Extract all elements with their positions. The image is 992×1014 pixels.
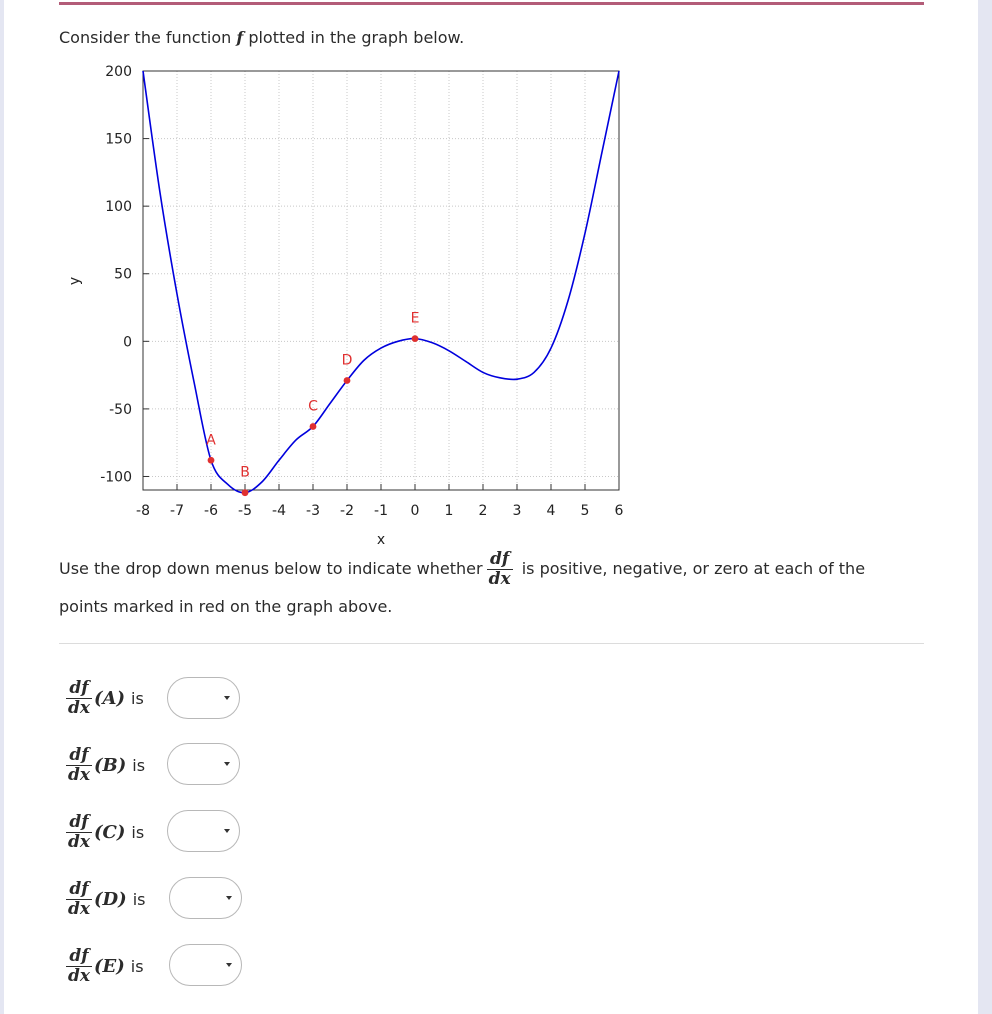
intro-after: plotted in the graph below. <box>243 28 465 47</box>
question-row-c <box>66 807 144 857</box>
dropdown-a[interactable] <box>167 677 240 719</box>
point-arg: (B) <box>94 754 127 776</box>
derivative-fraction: $\frac{df}{dx}$ <box>68 878 91 919</box>
point-arg: (D) <box>94 888 127 910</box>
grid-layer <box>143 71 619 490</box>
frac-numerator: df <box>487 550 513 570</box>
derivative-fraction: $\frac{df}{dx}$ <box>68 744 91 785</box>
is-label: is <box>132 889 146 909</box>
plot-frame <box>143 71 619 490</box>
y-tick-label: 0 <box>123 334 132 351</box>
function-graph <box>55 60 645 550</box>
tick-layer <box>100 64 623 519</box>
x-tick-label: 3 <box>512 503 522 519</box>
point-arg: (A) <box>94 687 126 709</box>
point-label-a: A <box>206 432 216 449</box>
point-arg: (C) <box>94 821 126 843</box>
x-tick-label: -5 <box>238 503 252 519</box>
point-label-d: D <box>341 352 353 369</box>
x-tick-label: -8 <box>136 503 150 519</box>
point-label-b: B <box>240 464 250 481</box>
point-marker-a <box>208 457 215 464</box>
x-tick-label: 6 <box>614 503 624 519</box>
caret-down-icon <box>226 963 232 967</box>
x-tick-label: 1 <box>444 503 454 519</box>
caret-down-icon <box>224 696 230 700</box>
caret-down-icon <box>226 896 232 900</box>
derivative-fraction: $\frac{df}{dx}$ <box>68 945 91 986</box>
instructions-after: is positive, negative, or zero at each of the points marked in red on the graph above. <box>59 559 866 616</box>
y-axis-label: y <box>67 276 83 286</box>
caret-down-icon <box>224 762 230 766</box>
x-tick-label: -3 <box>306 503 320 519</box>
x-tick-label: 5 <box>580 503 590 519</box>
top-accent-bar <box>59 2 924 5</box>
derivative-fraction <box>487 550 513 589</box>
y-tick-label: -50 <box>109 401 132 418</box>
x-tick-label: -2 <box>340 503 354 519</box>
y-tick-label: 50 <box>114 266 132 283</box>
dropdown-d[interactable] <box>169 877 242 919</box>
derivative-fraction: $\frac{df}{dx}$ <box>68 677 91 718</box>
point-label-c: C <box>308 398 318 415</box>
is-label: is <box>131 822 145 842</box>
point-label-e: E <box>410 310 420 327</box>
x-tick-label: -6 <box>204 503 218 519</box>
point-marker-d <box>344 377 351 384</box>
point-marker-e <box>412 335 419 342</box>
dropdown-b[interactable] <box>167 743 240 785</box>
divider <box>59 643 924 644</box>
point-marker-b <box>242 489 249 496</box>
question-row-e <box>66 941 144 991</box>
is-label: is <box>130 956 144 976</box>
x-tick-label: 4 <box>546 503 556 519</box>
x-tick-label: -1 <box>374 503 388 519</box>
x-tick-label: 0 <box>410 503 420 519</box>
x-tick-label: 2 <box>478 503 488 519</box>
y-tick-label: 150 <box>105 131 132 148</box>
frac-denominator: dx <box>488 569 511 589</box>
x-tick-label: -7 <box>170 503 184 519</box>
intro-text <box>59 28 464 47</box>
dropdown-c[interactable] <box>167 810 240 852</box>
x-tick-label: -4 <box>272 503 286 519</box>
question-row-a <box>66 673 144 723</box>
instructions-before: Use the drop down menus below to indicate whether <box>59 559 483 578</box>
y-tick-label: 200 <box>105 64 132 80</box>
y-tick-label: -100 <box>100 469 132 486</box>
question-row-d <box>66 874 145 924</box>
intro-before: Consider the function <box>59 28 237 47</box>
derivative-fraction: $\frac{df}{dx}$ <box>68 811 91 852</box>
question-row-b <box>66 740 145 790</box>
point-arg: (E) <box>94 955 125 977</box>
point-marker-c <box>310 423 317 430</box>
x-axis-label: x <box>376 532 386 548</box>
is-label: is <box>132 755 146 775</box>
y-tick-label: 100 <box>105 199 132 216</box>
instructions <box>59 550 919 624</box>
dropdown-e[interactable] <box>169 944 242 986</box>
caret-down-icon <box>224 829 230 833</box>
function-name: f <box>236 28 244 47</box>
is-label: is <box>131 688 144 708</box>
